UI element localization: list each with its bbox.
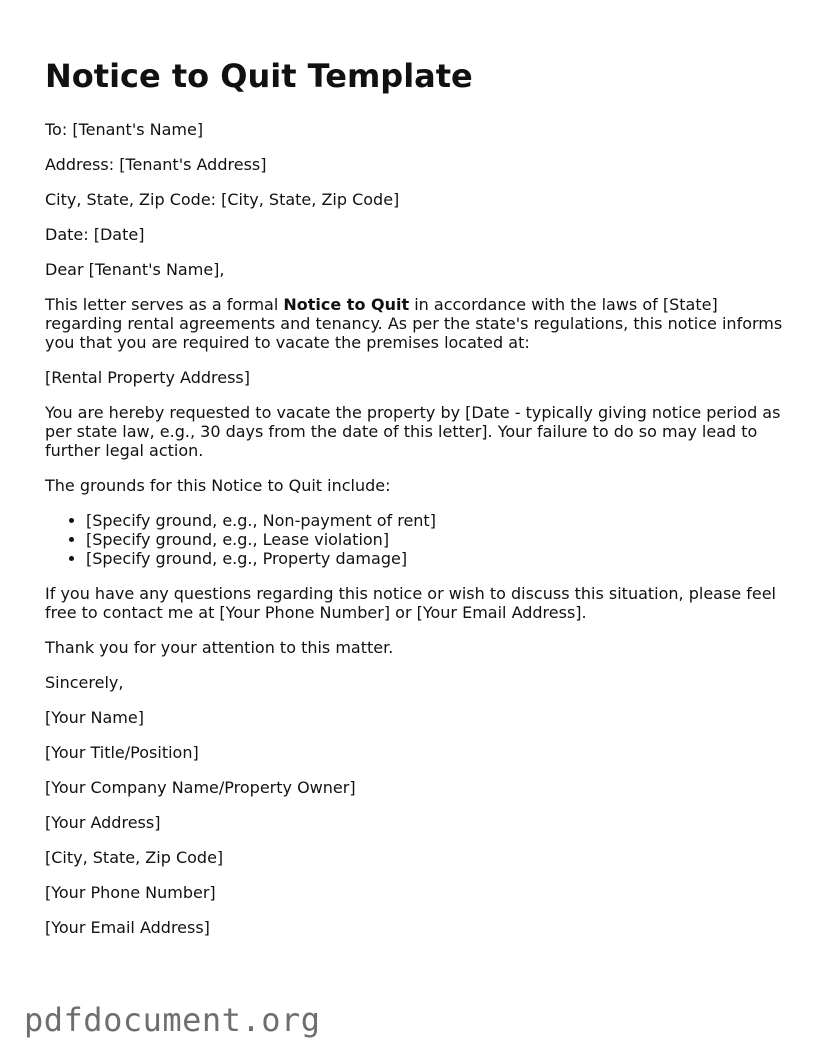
list-item: • [Specify ground, e.g., Property damage] [86,549,785,568]
vacate-request-paragraph: You are hereby requested to vacate the property by [Date - typically giving notice period as per state law, e.g., 30 days from the date of this letter]. Your failure to do so may lead to further legal action. [45,403,781,460]
recipient-address: Address: [Tenant's Address] [45,155,267,174]
document-page [45,56,785,953]
closing: Sincerely, [45,673,124,692]
intro-text-before: This letter serves as a formal [45,295,284,314]
signature-company: [Your Company Name/Property Owner] [45,778,356,797]
intro-paragraph [45,295,785,352]
list-item: • [Specify ground, e.g., Lease violation] [86,530,785,549]
recipient-to: To: [Tenant's Name] [45,120,204,139]
intro-text-after: in accordance with the laws of [State] regarding rental agreements and tenancy. As per the state's regulations, this notice informs you that you are required to vacate the premises located at: [45,295,783,352]
signature-email: [Your Email Address] [45,918,210,937]
property-address: [Rental Property Address] [45,368,250,387]
signature-name: [Your Name] [45,708,144,727]
signature-address: [Your Address] [45,813,161,832]
grounds-list [45,511,785,568]
watermark: pdfdocument.org [24,1001,321,1039]
recipient-city-state-zip: City, State, Zip Code: [City, State, Zip Code] [45,190,400,209]
page-title: Notice to Quit Template [45,57,473,95]
grounds-intro: The grounds for this Notice to Quit include: [45,476,391,495]
signature-title: [Your Title/Position] [45,743,199,762]
intro-bold-text: Notice to Quit [283,295,410,314]
signature-phone: [Your Phone Number] [45,883,216,902]
salutation: Dear [Tenant's Name], [45,260,225,279]
list-item: • [Specify ground, e.g., Non-payment of rent] [86,511,785,530]
notice-date: Date: [Date] [45,225,145,244]
signature-city-state-zip: [City, State, Zip Code] [45,848,224,867]
contact-paragraph: If you have any questions regarding this notice or wish to discuss this situation, please feel free to contact me at [Your Phone Number] or [Your Email Address]. [45,584,776,622]
thanks-line: Thank you for your attention to this matter. [45,638,394,657]
